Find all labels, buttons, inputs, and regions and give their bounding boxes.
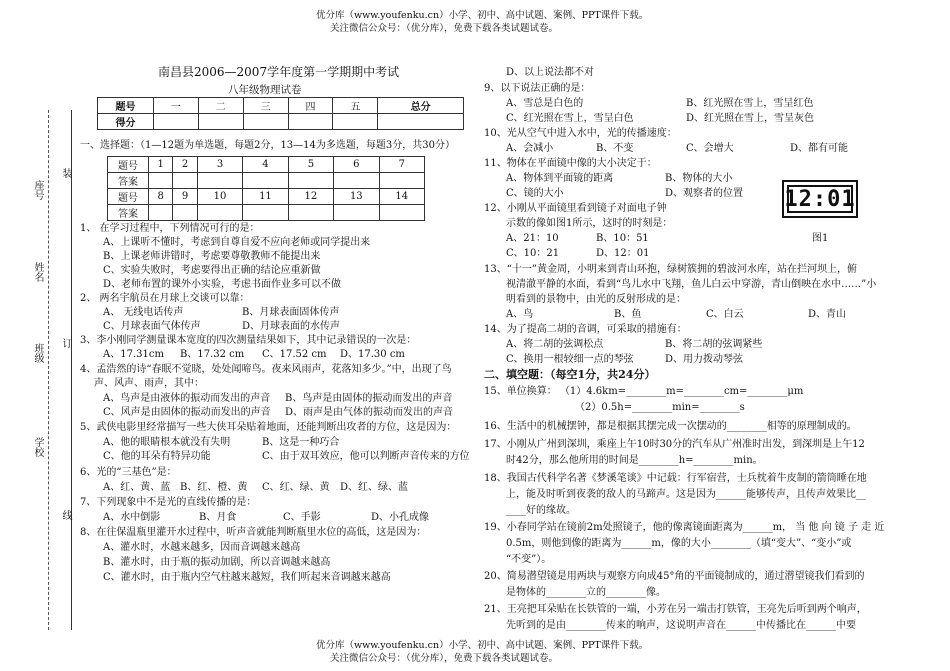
question-line: 14、为了提高二胡的音调，可采取的措施有： — [484, 324, 687, 335]
option-line: A、鸟 — [506, 309, 534, 320]
footer-line-2: 关注微信公众号：（优分库），免费下载各类试题试卷。 — [330, 653, 559, 664]
score-cell[interactable] — [288, 114, 333, 130]
option-line: B、将二胡的弦调紧些 — [665, 339, 763, 350]
question-line: 18、我国古代科学名著《梦溪笔谈》中记载：行军宿营，士兵枕着牛皮制的箭筒睡在地 — [484, 473, 867, 484]
question-line: 17、小刚从广州到深圳，乘座上午10时30分的汽车从广州准时出发，到深圳是上午12 — [484, 439, 865, 450]
score-cell[interactable] — [154, 114, 199, 130]
option-line: B、物体的大小 — [665, 173, 733, 184]
question-line: （2）0.5h=________min=________s — [575, 402, 745, 413]
answer-cell[interactable] — [173, 173, 197, 189]
option-line: D、青山 — [808, 309, 847, 320]
question-line: 21、王亮把耳朵贴在长铁管的一端，小芳在另一端击打铁管，王亮先后听到两个响声， — [484, 604, 867, 615]
score-header-cell: 四 — [288, 98, 333, 114]
question-line: 9、以下说法正确的是： — [484, 83, 591, 94]
header-line-1: 优分库（www.youfenku.cn）小学、初中、高中试题、案例、PPT课件下载。 — [316, 10, 649, 21]
answer-cell[interactable] — [243, 205, 288, 221]
exam-title: 南昌县2006—2007学年度第一学期期中考试 — [158, 65, 400, 79]
name-label: 姓名 — [32, 262, 43, 282]
option-line: B、17.32 cm — [180, 349, 245, 360]
section1-heading: 一、选择题：（1—12题为单选题，每题2分，13—14为多选题，每题3分，共30分） — [80, 140, 455, 151]
option-line: C、由于双耳效应，他可以判断声音传来的方位 — [262, 451, 470, 462]
option-line: B、这是一种巧合 — [262, 437, 340, 448]
score-cell[interactable] — [378, 114, 464, 130]
option-line: C、10：21 — [506, 248, 560, 259]
option-line: C、红光照在雪上，雪呈白色 — [506, 113, 634, 124]
option-line: D、12：01 — [596, 248, 650, 259]
question-line: 16、生活中的机械摆钟，都是根据其摆完成一次摆动的________相等的原理制成的。 — [484, 421, 857, 432]
question-line: 视清澈平静的水面，看到“鸟儿水中飞翔，鱼儿白云中穿游，青山倒映在水中……”小 — [506, 279, 877, 290]
option-line: B、灌水时，由于瓶的振动加剧，所以音调越来越高 — [103, 557, 331, 568]
question-line: 11、物体在平面镜中像的大小决定于： — [484, 158, 657, 169]
option-line: A、上课听不懂时，考虑到自尊自爱不应向老师或同学提出来 — [103, 237, 371, 248]
question-number: 9 — [173, 189, 197, 205]
option-line: A、红、黄、蓝 — [103, 482, 171, 493]
option-line: C、灌水时，由于瓶内空气柱越来越短，我们听起来音调越来越高 — [103, 572, 391, 583]
answer-cell[interactable] — [149, 205, 173, 221]
binding-line — [71, 110, 72, 630]
option-line: B、鸟声是由固体的振动而发出的声音 — [285, 393, 453, 404]
score-cell[interactable] — [198, 114, 243, 130]
answer-cell[interactable] — [379, 173, 424, 189]
option-line: D、月球表面的水传声 — [242, 321, 341, 332]
ding-mark: 订 — [60, 338, 71, 348]
clock-digits: 12:01 — [784, 186, 856, 212]
question-line: 是物体的________立的________像。 — [506, 587, 666, 598]
answer-table — [107, 156, 425, 221]
option-line: C、他的耳朵有特异功能 — [103, 451, 211, 462]
option-line: A、水中倒影 — [103, 512, 161, 523]
question-number: 7 — [379, 157, 424, 173]
question-line: 5、武侠电影里经常描写一些大侠耳朵贴着地面，还能判断出攻者的方位，这是因为： — [80, 422, 457, 433]
option-line: D、17.30 cm — [340, 349, 405, 360]
question-line: 示数的像如图1所示，这时的时刻是： — [506, 218, 673, 229]
answer-cell[interactable] — [288, 173, 333, 189]
option-line: C、白云 — [706, 309, 744, 320]
option-line: D、用力拨动琴弦 — [665, 354, 744, 365]
answer-label: 题号 — [108, 157, 149, 173]
option-line: A、会减小 — [506, 143, 554, 154]
question-number: 8 — [149, 189, 173, 205]
answer-label: 答案 — [108, 173, 149, 189]
question-line: 上，能及时听到夜袭的敌人的马蹄声。这是因为______能够传声，且传声效果比__ — [506, 489, 866, 500]
question-number: 13 — [334, 189, 379, 205]
option-line: B、10：51 — [596, 233, 649, 244]
answer-cell[interactable] — [149, 173, 173, 189]
option-line: A、将二胡的弦调松点 — [506, 339, 604, 350]
question-line: 0.5m，则他到像的距离为______m，像的大小________（填“变大”、“变小”或 — [506, 538, 852, 549]
question-number: 1 — [149, 157, 173, 173]
option-line: C、手影 — [283, 512, 321, 523]
question-line: 20、简易潜望镜是用两块与观察方向成45°角的平面镜制成的，通过潜望镜我们看到的 — [484, 571, 865, 582]
question-number: 3 — [197, 157, 242, 173]
option-line: B、月食 — [199, 512, 237, 523]
score-cell[interactable] — [243, 114, 288, 130]
digital-clock-figure — [782, 180, 858, 218]
option-line: C、红、绿、黄 — [262, 482, 330, 493]
footer-line-1: 优分库（www.youfenku.cn）小学、初中、高中试题、案例、PPT课件下载。 — [316, 640, 649, 651]
option-line: D、都有可能 — [790, 143, 849, 154]
answer-table-row — [108, 189, 425, 205]
question-line: 6、光的“三基色”是： — [80, 467, 177, 478]
answer-cell[interactable] — [379, 205, 424, 221]
question-number: 6 — [334, 157, 379, 173]
question-number: 10 — [197, 189, 242, 205]
score-header-cell: 二 — [198, 98, 243, 114]
option-line: C、镜的大小 — [506, 188, 564, 199]
option-line: D、以上说法都不对 — [506, 67, 595, 78]
question-line: 7、下列现象中不是光的直线传播的是： — [80, 497, 257, 508]
answer-table-row — [108, 157, 425, 173]
question-number: 2 — [173, 157, 197, 173]
question-line: 3、李小刚同学测量课本宽度的四次测量结果如下，其中记录错误的一次是： — [80, 335, 417, 346]
option-line: A、物体到平面镜的距离 — [506, 173, 614, 184]
option-line: A、灌水时，水越来越多，因而音调越来越高 — [103, 542, 301, 553]
option-line: C、月球表面气体传声 — [103, 321, 201, 332]
option-line: D、红、绿、蓝 — [340, 482, 409, 493]
answer-cell[interactable] — [197, 205, 242, 221]
option-line: A、 无线电话传声 — [103, 307, 184, 318]
question-line: 10、光从空气中进入水中，光的传播速度： — [484, 128, 677, 139]
zhuang-mark: 装 — [60, 168, 71, 178]
question-line: 先听到的是由________传来的响声，这说明声音在______中传播比在______中要 — [506, 620, 856, 631]
answer-cell[interactable] — [334, 205, 379, 221]
option-line: A、他的眼睛根本就没有失明 — [103, 437, 231, 448]
xian-mark: 线 — [60, 510, 71, 520]
option-line: B、不变 — [596, 143, 634, 154]
option-line: A、17.31cm — [103, 349, 164, 360]
option-line: C、实验失败时，考虑要得出正确的结论应重新做 — [103, 265, 321, 276]
option-line: C、换用一根较细一点的琴弦 — [506, 354, 634, 365]
option-line: A、21：10 — [506, 233, 559, 244]
question-line: 2、 两名宇航员在月球上交谈可以靠： — [80, 293, 250, 304]
score-table — [97, 97, 464, 130]
option-line: D、老师布置的课外小实验，考虑书面作业多可以不做 — [103, 279, 342, 290]
option-line: B、上课老师讲错时，考虑要尊敬教师不能提出来 — [103, 251, 321, 262]
score-header-cell: 题号 — [98, 98, 154, 114]
figure-caption: 图1 — [812, 233, 829, 244]
score-table-header-row — [98, 98, 464, 114]
answer-cell[interactable] — [334, 173, 379, 189]
binding-line-dashed — [48, 110, 49, 630]
question-number: 4 — [243, 157, 288, 173]
option-line: D、雨声是由气体的振动而发出的声音 — [285, 407, 454, 418]
option-line: D、小孔成像 — [371, 512, 430, 523]
option-line: C、17.52 cm — [262, 349, 327, 360]
option-line: A、鸟声是由液体的振动而发出的声音 — [103, 393, 271, 404]
question-number: 5 — [288, 157, 333, 173]
score-header-cell: 一 — [154, 98, 199, 114]
class-label: 班级 — [32, 343, 43, 363]
question-number: 14 — [379, 189, 424, 205]
answer-table-row — [108, 205, 425, 221]
answer-cell[interactable] — [173, 205, 197, 221]
option-line: B、红光照在雪上，雪呈红色 — [686, 98, 814, 109]
option-line: D、观察者的位置 — [665, 188, 744, 199]
question-line: 13、“十一”黄金周，小明来到青山环抱，绿树簇拥的碧波河水库，站在拦河坝上，俯 — [484, 264, 857, 275]
score-header-cell: 三 — [243, 98, 288, 114]
answer-cell[interactable] — [243, 173, 288, 189]
question-line: 时42分，那么他所用的时间是________h=________min。 — [506, 455, 763, 466]
question-line: 4、孟浩然的诗“春眠不觉晓，处处闻啼鸟。夜来风雨声，花落知多少。”中，出现了鸟 — [80, 364, 452, 375]
section2-heading: 二、填空题：（每空1分，共24分） — [484, 368, 656, 381]
option-line: B、月球表面固体传声 — [242, 307, 340, 318]
option-line: C、风声是由固体的振动而发出的声音 — [103, 407, 271, 418]
question-line: 明看到的景物中，由光的反射形成的是： — [506, 294, 686, 305]
score-header-cell: 总分 — [378, 98, 464, 114]
question-line: 1、 在学习过程中，下列情况可行的是： — [80, 223, 260, 234]
question-line: 12、小刚从平面镜里看到镜子对面电子钟 — [484, 203, 667, 214]
score-header-cell: 五 — [333, 98, 378, 114]
answer-label: 答案 — [108, 205, 149, 221]
answer-cell[interactable] — [197, 173, 242, 189]
question-line: “不变”）。 — [506, 554, 552, 565]
question-line: 19、小春同学站在镜前2m处照镜子，他的像离镜面距离为______m， 当 他 向 镜 子 走 近 — [484, 522, 885, 533]
header-line-2: 关注微信公众号：（优分库），免费下载各类试题试卷。 — [330, 23, 559, 34]
question-line: 声、风声、雨声，其中： — [94, 378, 204, 389]
option-line: B、鱼 — [614, 309, 642, 320]
question-line: 15、单位换算： （1）4.6km=________m=________cm=________μm — [484, 386, 804, 397]
answer-label: 题号 — [108, 189, 149, 205]
question-line: 8、在往保温瓶里灌开水过程中，听声音就能判断瓶里水位的高低，这是因为： — [80, 527, 427, 538]
exam-subtitle: 八年级物理试卷 — [228, 84, 302, 96]
question-number: 12 — [288, 189, 333, 205]
question-number: 11 — [243, 189, 288, 205]
option-line: B、红、橙、黄 — [180, 482, 248, 493]
answer-cell[interactable] — [288, 205, 333, 221]
score-table-score-row — [98, 114, 464, 130]
score-cell[interactable] — [333, 114, 378, 130]
answer-table-row — [108, 173, 425, 189]
option-line: D、红光照在雪上，雪呈灰色 — [686, 113, 815, 124]
option-line: C、会增大 — [686, 143, 734, 154]
seat-label: 座号 — [32, 180, 43, 200]
school-label: 学校 — [32, 437, 43, 457]
option-line: A、雪总是白色的 — [506, 98, 584, 109]
score-row-label: 得分 — [98, 114, 154, 130]
question-line: ____好的缘故。 — [506, 505, 576, 516]
